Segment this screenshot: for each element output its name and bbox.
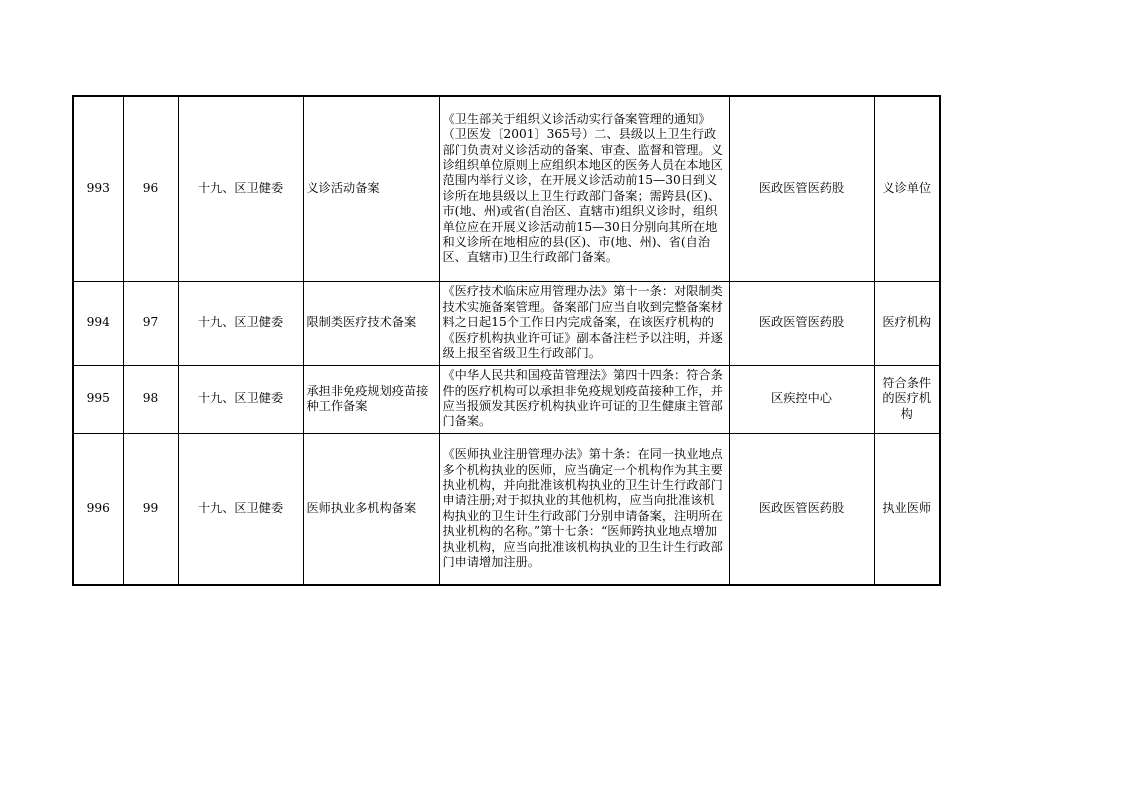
item-name-cell: 限制类医疗技术备案 (303, 281, 439, 365)
sub-seq-cell: 97 (123, 281, 178, 365)
legal-basis-cell: 《医疗技术临床应用管理办法》第十一条：对限制类技术实施备案管理。备案部门应当自收到完整备案材料之日起15个工作日内完成备案，在该医疗机构的《医疗机构执业许可证》副本备注栏予以注明，并逐级上报至省级卫生行政部门。 (439, 281, 729, 365)
handler-cell: 医政医管医药股 (729, 281, 874, 365)
table-row (73, 96, 940, 281)
item-name-cell: 医师执业多机构备案 (303, 433, 439, 585)
dept-cell: 十九、区卫健委 (178, 96, 303, 281)
dept-cell: 十九、区卫健委 (178, 365, 303, 433)
sub-seq-cell: 96 (123, 96, 178, 281)
table-row (73, 365, 940, 433)
seq-cell: 993 (73, 96, 123, 281)
target-cell: 执业医师 (874, 433, 940, 585)
legal-basis-cell: 《医师执业注册管理办法》第十条：在同一执业地点多个机构执业的医师，应当确定一个机构作为其主要执业机构，并向批准该机构执业的卫生计生行政部门申请注册;对于拟执业的其他机构，应当向批准该机构执业的卫生计生行政部门分别申请备案，注明所在执业机构的名称。”第十七条：“医师跨执业地点增加执业机构，应当向批准该机构执业的卫生计生行政部门申请增加注册。 (439, 433, 729, 585)
table-row (73, 281, 940, 365)
dept-cell: 十九、区卫健委 (178, 281, 303, 365)
legal-basis-cell: 《卫生部关于组织义诊活动实行备案管理的通知》（卫医发〔2001〕365号）二、县级以上卫生行政部门负责对义诊活动的备案、审查、监督和管理。义诊组织单位原则上应组织本地区的医务人员在本地区范围内举行义诊，在开展义诊活动前15—30日到义诊所在地县级以上卫生行政部门备案；需跨县(区)、市(地、州)或省(自治区、直辖市)组织义诊时，组织单位应在开展义诊活动前15—30日分别向其所在地和义诊所在地相应的县(区)、市(地、州)、省(自治区、直辖市)卫生行政部门备案。 (439, 96, 729, 281)
item-name-cell: 承担非免疫规划疫苗接种工作备案 (303, 365, 439, 433)
item-name-cell: 义诊活动备案 (303, 96, 439, 281)
target-cell: 符合条件的医疗机构 (874, 365, 940, 433)
target-cell: 义诊单位 (874, 96, 940, 281)
sub-seq-cell: 99 (123, 433, 178, 585)
sub-seq-cell: 98 (123, 365, 178, 433)
seq-cell: 996 (73, 433, 123, 585)
seq-cell: 994 (73, 281, 123, 365)
handler-cell: 医政医管医药股 (729, 433, 874, 585)
target-cell: 医疗机构 (874, 281, 940, 365)
dept-cell: 十九、区卫健委 (178, 433, 303, 585)
legal-basis-cell: 《中华人民共和国疫苗管理法》第四十四条：符合条件的医疗机构可以承担非免疫规划疫苗接种工作，并应当报颁发其医疗机构执业许可证的卫生健康主管部门备案。 (439, 365, 729, 433)
handler-cell: 医政医管医药股 (729, 96, 874, 281)
handler-cell: 区疾控中心 (729, 365, 874, 433)
records-table (72, 95, 941, 586)
table-row (73, 433, 940, 585)
seq-cell: 995 (73, 365, 123, 433)
